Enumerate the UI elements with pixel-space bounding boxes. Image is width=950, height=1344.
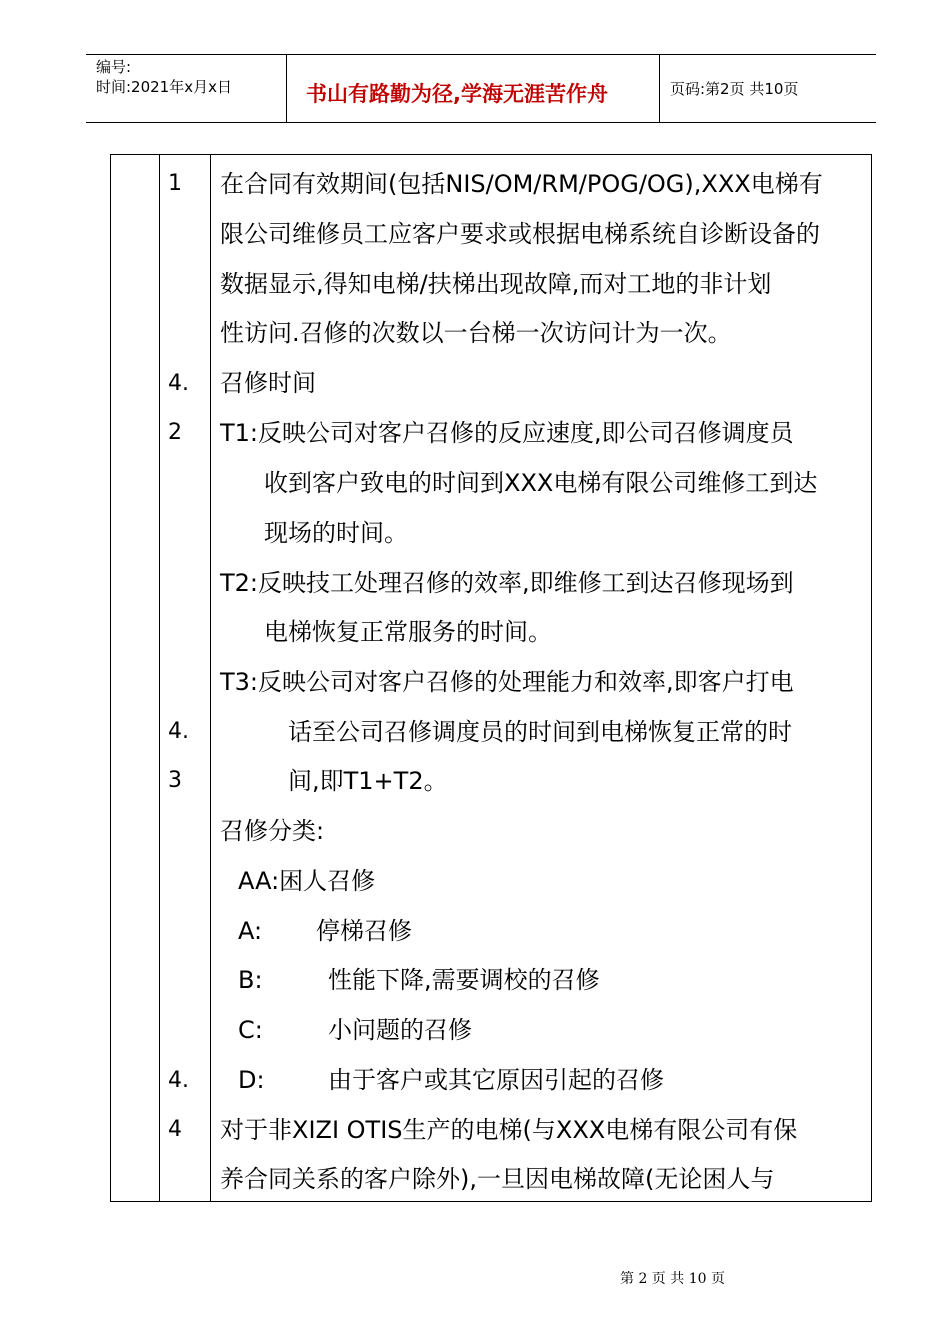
category-description: 由于客户或其它原因引起的召修 [328, 1066, 664, 1094]
section-number: 4. [168, 371, 189, 396]
section-number: 3 [168, 768, 182, 793]
body-line: 对于非XIZI OTIS生产的电梯(与XXX电梯有限公司有保 [220, 1116, 798, 1144]
body-line: 收到客户致电的时间到XXX电梯有限公司维修工到达 [264, 469, 818, 497]
category-code: C: [238, 1016, 263, 1044]
section-number: 1 [168, 171, 182, 196]
body-line: 数据显示,得知电梯/扶梯出现故障,而对工地的非计划 [220, 270, 772, 298]
body-line: 养合同关系的客户除外),一旦因电梯故障(无论困人与 [220, 1165, 775, 1193]
header-divider-right [659, 54, 660, 123]
category-description: 停梯召修 [316, 917, 412, 945]
body-line: 现场的时间。 [264, 519, 408, 547]
header-divider-left [286, 54, 287, 123]
body-line: 在合同有效期间(包括NIS/OM/RM/POG/OG),XXX电梯有 [220, 170, 823, 198]
body-line: T1:反映公司对客户召修的反应速度,即公司召修调度员 [220, 419, 794, 447]
body-line: 电梯恢复正常服务的时间。 [264, 618, 552, 646]
category-code: D: [238, 1066, 265, 1094]
time-label: 时间:2021年x月x日 [96, 78, 232, 96]
category-code: B: [238, 966, 263, 994]
body-line: 话至公司召修调度员的时间到电梯恢复正常的时 [288, 718, 792, 746]
table-column-divider-2 [210, 154, 211, 1202]
section-number: 2 [168, 420, 182, 445]
body-line: 间,即T1+T2。 [288, 767, 448, 795]
section-number: 4. [168, 719, 189, 744]
table-column-divider-1 [159, 154, 160, 1202]
section-heading: 召修时间 [220, 369, 316, 397]
category-code: A: [238, 917, 263, 945]
section-number: 4 [168, 1117, 182, 1142]
body-line: 性访问.召修的次数以一台梯一次访问计为一次。 [220, 319, 732, 347]
body-line: 限公司维修员工应客户要求或根据电梯系统自诊断设备的 [220, 220, 820, 248]
header-bottom-rule [86, 122, 876, 123]
body-line: T3:反映公司对客户召修的处理能力和效率,即客户打电 [220, 668, 794, 696]
category-description: 小问题的召修 [328, 1016, 472, 1044]
body-line: T2:反映技工处理召修的效率,即维修工到达召修现场到 [220, 569, 794, 597]
header-motto: 书山有路勤为径,学海无涯苦作舟 [306, 82, 608, 106]
category-line: AA:困人召修 [238, 867, 376, 895]
category-description: 性能下降,需要调校的召修 [328, 966, 600, 994]
section-heading: 召修分类: [220, 817, 325, 845]
page-label: 页码:第2页 共10页 [670, 80, 799, 98]
serial-label: 编号: [96, 58, 132, 76]
footer-page-number: 第 2 页 共 10 页 [620, 1271, 725, 1287]
header-top-rule [86, 54, 876, 55]
section-number: 4. [168, 1068, 189, 1093]
